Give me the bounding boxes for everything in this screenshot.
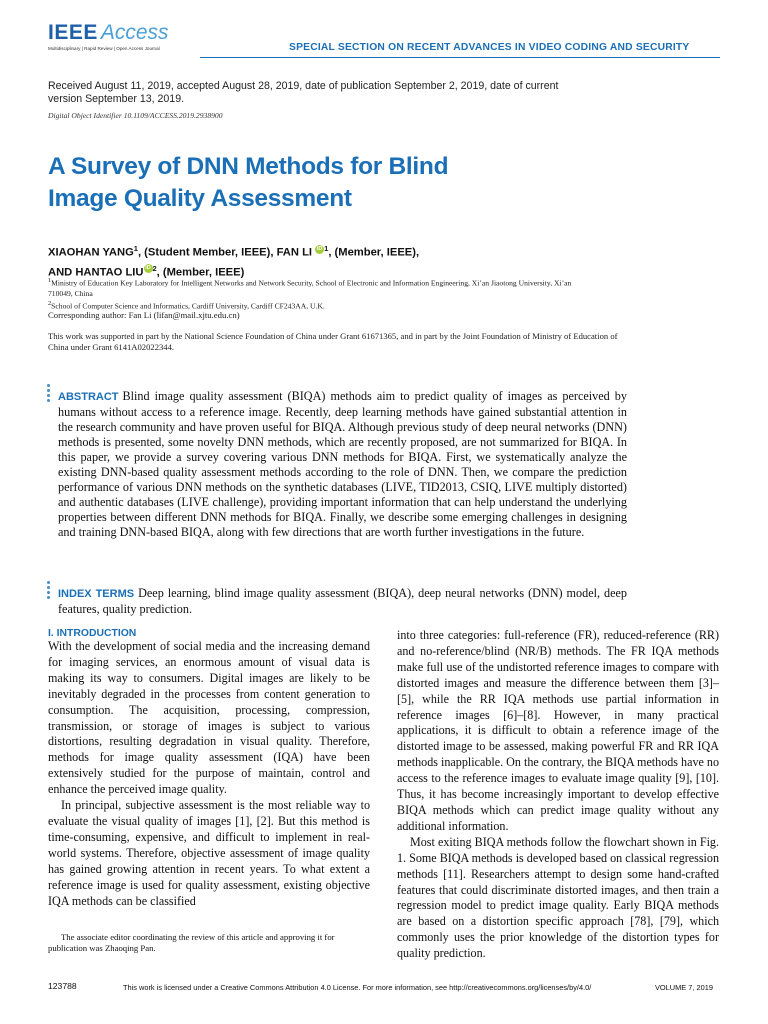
index-terms-text: Deep learning, blind image quality assessment (BIQA), deep neural networks (DNN) model, deep features, quality prediction. — [58, 586, 627, 616]
left-column — [48, 628, 370, 909]
affiliation-sup: 1 — [133, 244, 138, 253]
page-number: 123788 — [48, 981, 77, 991]
affiliation-sup: 1 — [324, 244, 329, 253]
intro-body-right — [397, 628, 719, 962]
title-line-1: A Survey of DNN Methods for Blind — [48, 153, 449, 180]
affiliation-text: Ministry of Education Key Laboratory for Intelligent Networks and Network Security, School of Electronic and Information Engineering, Xi’an Jiaotong University, Xi’an 710049, China — [48, 278, 572, 298]
author-name: AND HANTAO LIU — [48, 266, 144, 279]
index-terms — [58, 586, 627, 617]
received-dates: Received August 11, 2019, accepted August 28, 2019, date of publication September 2, 2019, date of current version September 13, 2019. — [48, 80, 559, 105]
affiliation-1 — [48, 276, 588, 299]
affiliations — [48, 276, 588, 311]
funding-note: This work was supported in part by the National Science Foundation of China under Grant 61671365, and in part by the Joint Foundation of Ministry of Education of China under Grant 6141A02022344. — [48, 331, 618, 352]
affiliation-number: 2 — [48, 299, 52, 307]
paragraph: Most exiting BIQA methods follow the flowchart shown in Fig. 1. Some BIQA methods is developed based on classical regression methods [11]. Researchers attempt to design some hand-crafted features that could discriminate distorted images, and then train a regression model to predict image quality. Early BIQA methods are based on a distortion specific approach [78], [79], which commonly uses the prior knowledge of the distortion types for quality prediction. — [397, 834, 719, 961]
abstract — [58, 389, 627, 540]
affiliation-text: School of Computer Science and Informatics, Cardiff University, Cardiff CF243AA, U.K. — [51, 301, 325, 311]
logo-access-text: Access — [100, 21, 169, 44]
author-role: , (Student Member, IEEE), — [137, 246, 277, 259]
logo-ieee-text: IEEE — [48, 21, 98, 44]
abstract-dots-icon — [47, 384, 51, 404]
author-name: XIAOHAN YANG — [48, 246, 134, 259]
license-notice: This work is licensed under a Creative Commons Attribution 4.0 License. For more information, see http://creativecommons.org/licenses/by/4.0/ — [123, 983, 592, 992]
logo-tagline: Multidisciplinary | Rapid Review | Open Access Journal — [48, 46, 160, 51]
doi: Digital Object Identifier 10.1109/ACCESS.2019.2938900 — [48, 111, 223, 120]
corresponding-author: Corresponding author: Fan Li (lifan@mail.xjtu.edu.cn) — [48, 310, 240, 320]
paper-title — [48, 151, 688, 215]
section-heading-introduction: I. INTRODUCTION — [48, 628, 137, 639]
author-list — [48, 241, 698, 280]
abstract-heading: ABSTRACT — [58, 391, 119, 403]
author-name: FAN LI — [276, 246, 313, 259]
intro-body-left — [48, 639, 370, 909]
editor-footnote: The associate editor coordinating the review of this article and approving it for publication was Zhaoqing Pan. — [48, 932, 335, 953]
journal-logo — [48, 22, 169, 51]
orcid-icon[interactable]: iD — [316, 245, 323, 252]
index-terms-heading: INDEX TERMS — [58, 588, 135, 600]
affiliation-sup: 2 — [152, 263, 157, 273]
author-role: , (Member, IEEE), — [328, 246, 420, 259]
paragraph: into three categories: full-reference (FR), reduced-reference (RR) and no-reference/blind (NR/B) methods. The FR IQA methods make full use of the undistorted reference images to compare with distorted images and measure the difference between them [3]–[5], while the RR IQA methods use partial information in reference images [6]–[8]. However, in many practical applications, it is difficult to obtain a reference image of the distorted image to be assessed, making powerful FR and RR IQA methods inapplicable. On the contrary, the BIQA methods have no access to the reference images to evaluate image quality [9], [10]. Thus, it has become increasingly important to develop effective BIQA methods which can predict image quality without any additional information. — [397, 628, 719, 833]
special-section-title: SPECIAL SECTION ON RECENT ADVANCES IN VIDEO CODING AND SECURITY — [289, 42, 690, 53]
affiliation-number: 1 — [48, 277, 52, 284]
paragraph: With the development of social media and the increasing demand for imaging services, an enormous amount of visual data is making its way to consumers. Digital images are likely to be inevitably degraded in the processes from content generation to consumption. The acquisition, processing, compression, transmission, or storage of images is subject to various distortions, resulting degradation in visual quality. Therefore, methods for image quality assessment (IQA) have been extensively studied for the purpose of maintain, control and enhance the perceived image quality. — [48, 639, 370, 797]
index-terms-dots-icon — [47, 581, 51, 601]
author-role: , (Member, IEEE) — [156, 266, 245, 279]
volume-label: VOLUME 7, 2019 — [655, 983, 713, 992]
title-line-2: Image Quality Assessment — [48, 185, 352, 212]
paragraph: In principal, subjective assessment is the most reliable way to evaluate the visual quality of images [1], [2]. But this method is time-consuming, expensive, and difficult to implement in real-world systems. Therefore, objective assessment of image quality has gained growing attention in recent years. To what extent a reference image is used for quality assessment, existing objective IQA methods can be classified — [48, 798, 370, 908]
header-rule — [200, 57, 720, 58]
orcid-icon[interactable]: iD — [145, 265, 151, 272]
abstract-text: Blind image quality assessment (BIQA) methods aim to predict quality of images as perceived by humans without access to a reference image. Recently, deep learning methods have gained substantial attention in the research community and have proven useful for BIQA. Although previous study of deep neural networks (DNN) methods is presented, some novelty DNN methods, which are recently proposed, are not summarized for BIQA. In this paper, we provide a survey covering various DNN methods for BIQA. First, we systematically analyze the existing DNN-based quality assessment methods according to the role of DNN. Then, we compare the prediction performance of various DNN methods on the synthetic databases (LIVE, TID2013, CSIQ, LIVE multiply distorted) and authentic databases (LIVE challenge), providing important information that can help understand the underlying properties between different DNN methods for BIQA. Finally, we describe some emerging challenges in designing and training DNN-based BIQA, along with few directions that are worth further investigations in the future. — [58, 389, 627, 539]
right-column — [397, 628, 719, 962]
